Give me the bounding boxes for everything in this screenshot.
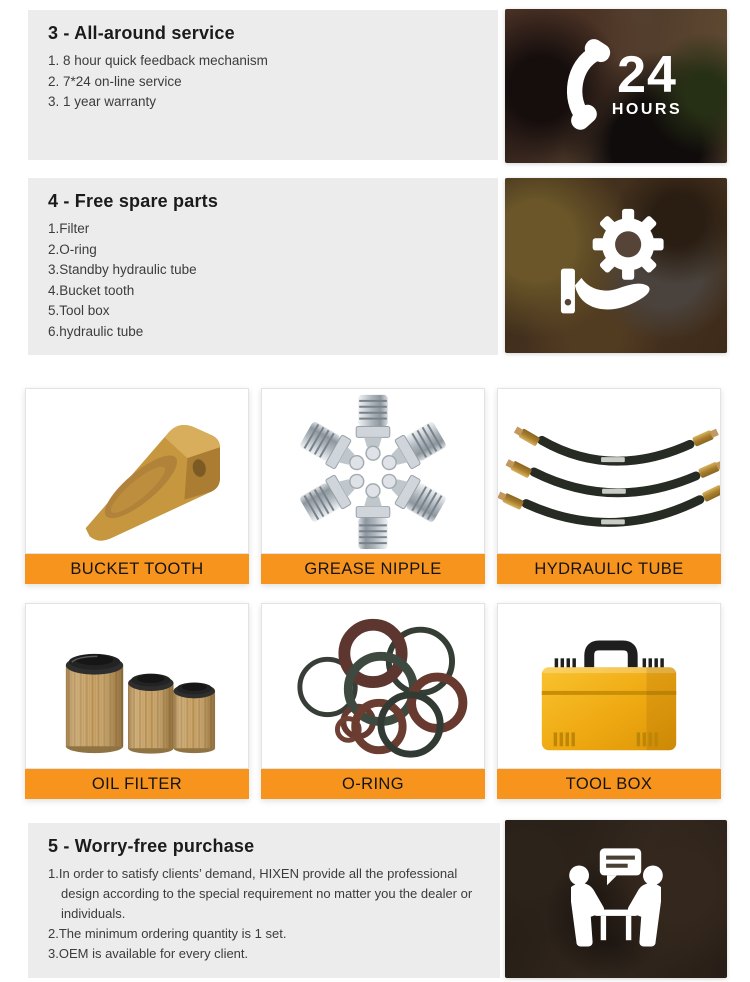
meeting-discussion-icon <box>553 843 679 956</box>
spare-parts-list <box>48 219 478 343</box>
list-item: 2. 7*24 on-line service <box>48 73 182 89</box>
product-card <box>261 603 485 799</box>
list-item: 3. 1 year warranty <box>48 94 157 110</box>
photo-small-text: HOURS <box>611 100 683 118</box>
list-item: 1. 8 hour quick feedback mechanism <box>48 53 268 68</box>
section-all-around-service <box>28 10 498 160</box>
product-label: OIL FILTER <box>25 769 249 799</box>
spare-parts-photo <box>505 178 727 353</box>
product-card <box>261 388 485 584</box>
product-card <box>497 603 721 799</box>
list-item: 2.The minimum ordering quantity is 1 set. <box>48 926 287 941</box>
list-item: 5.Tool box <box>48 303 110 319</box>
list-item: 3.OEM is available for every client. <box>48 946 249 961</box>
photo-big-text: 24 <box>617 46 677 105</box>
section-title: 3 - All-around service <box>48 23 235 43</box>
list-item: 1.In order to satisfy clients’ demand, HIXEN provide all the professional design according to the special requirement no matter you the dealer or individuals. <box>48 866 473 921</box>
product-label: GREASE NIPPLE <box>261 554 485 584</box>
list-item: 4.Bucket tooth <box>48 282 135 298</box>
service-photo-24-hours <box>505 9 727 163</box>
service-list <box>48 51 478 113</box>
section-title: 4 - Free spare parts <box>48 191 219 211</box>
section-free-spare-parts <box>28 178 498 355</box>
product-card <box>497 388 721 584</box>
tool-box-image <box>497 603 721 769</box>
product-label: BUCKET TOOTH <box>25 554 249 584</box>
purchase-list <box>48 864 480 964</box>
product-label: TOOL BOX <box>497 769 721 799</box>
list-item: 1.Filter <box>48 221 90 236</box>
purchase-photo <box>505 820 727 978</box>
product-label: O-RING <box>261 769 485 799</box>
list-item: 6.hydraulic tube <box>48 323 144 339</box>
product-card <box>25 388 249 584</box>
oil-filter-image <box>25 603 249 769</box>
section-title: 5 - Worry-free purchase <box>48 836 255 856</box>
hydraulic-tube-image <box>497 388 721 554</box>
product-label: HYDRAULIC TUBE <box>497 554 721 584</box>
o-ring-image <box>261 603 485 769</box>
hand-holding-gear-icon <box>555 207 677 324</box>
list-item: 2.O-ring <box>48 241 97 257</box>
product-card <box>25 603 249 799</box>
section-worry-free-purchase <box>28 823 500 978</box>
bucket-tooth-image <box>25 388 249 554</box>
grease-nipple-image <box>261 388 485 554</box>
phone-handset-icon <box>550 38 616 135</box>
list-item: 3.Standby hydraulic tube <box>48 262 197 278</box>
